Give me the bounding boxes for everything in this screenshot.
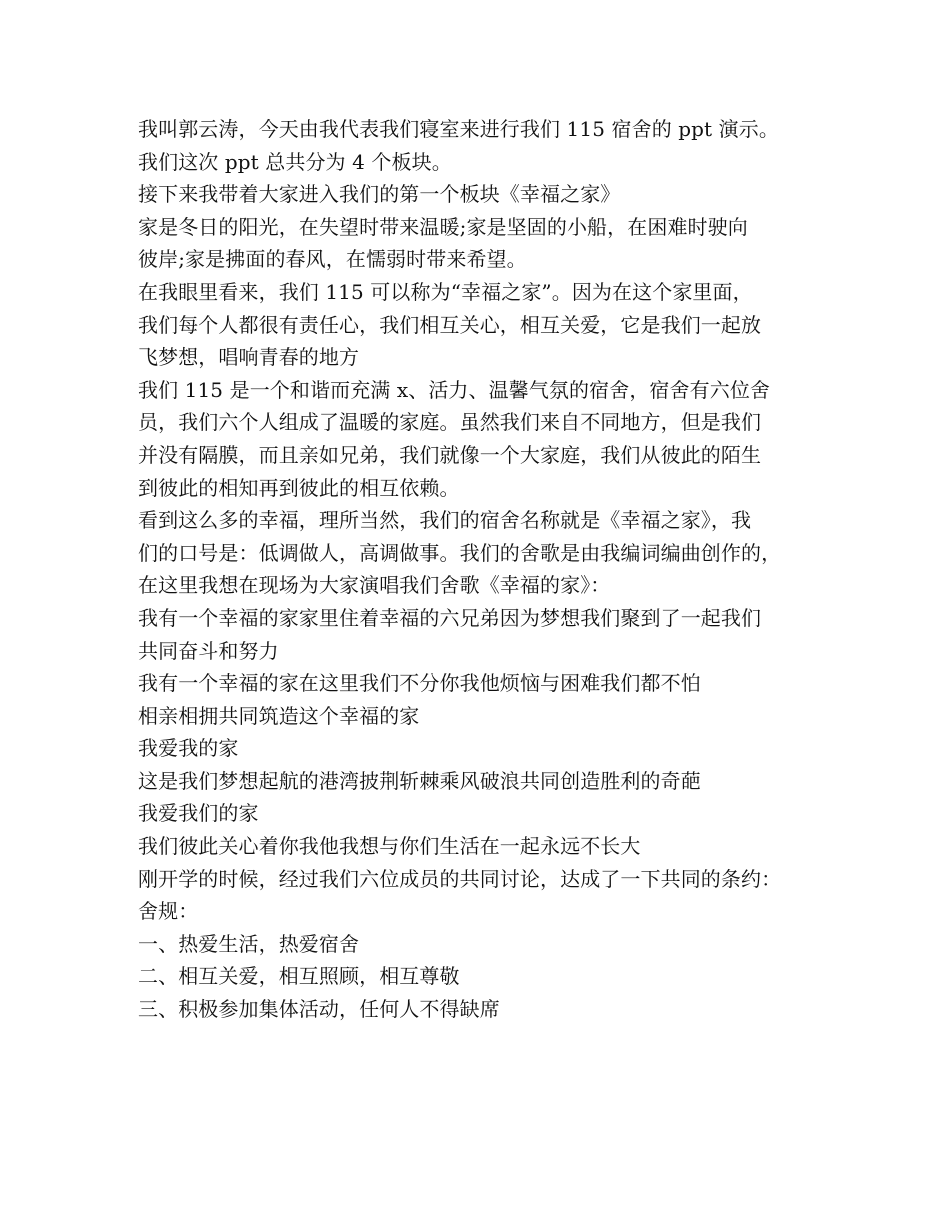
- song-lyric-line: 我爱我的家: [138, 736, 239, 761]
- text-line: 彼岸;家是拂面的春风，在懦弱时带来希望。: [138, 247, 527, 272]
- text-line: 并没有隔膜，而且亲如兄弟，我们就像一个大家庭，我们从彼此的陌生: [138, 442, 762, 467]
- rule-item: 三、积极参加集体活动，任何人不得缺席: [138, 997, 500, 1022]
- text-line: 刚开学的时候，经过我们六位成员的共同讨论，达成了一下共同的条约：: [138, 866, 782, 891]
- rule-item: 一、热爱生活，热爱宿舍: [138, 931, 360, 956]
- text-line: 我叫郭云涛，今天由我代表我们寝室来进行我们 115 宿舍的 ppt 演示。: [138, 117, 779, 141]
- song-lyric-line: 我爱我们的家: [138, 801, 259, 826]
- text-line: 员，我们六个人组成了温暖的家庭。虽然我们来自不同地方，但是我们: [138, 410, 762, 435]
- text-line: 在这里我想在现场为大家演唱我们舍歌《幸福的家》：: [138, 573, 611, 598]
- text-line: 到彼此的相知再到彼此的相互依赖。: [138, 475, 460, 500]
- document-body: [138, 113, 830, 1026]
- song-lyric-line: 相亲相拥共同筑造这个幸福的家: [138, 703, 420, 728]
- song-lyric-line: 我有一个幸福的家在这里我们不分你我他烦恼与困难我们都不怕: [138, 671, 701, 696]
- song-lyric-line: 这是我们梦想起航的港湾披荆斩棘乘风破浪共同创造胜利的奇葩: [138, 768, 701, 793]
- text-line: 我们 115 是一个和谐而充满 x、活力、温馨气氛的宿舍，宿舍有六位舍: [138, 377, 771, 402]
- text-line: 我们每个人都很有责任心，我们相互关心，相互关爱，它是我们一起放: [138, 312, 762, 337]
- text-line: 接下来我带着大家进入我们的第一个板块《幸福之家》: [138, 182, 621, 207]
- text-line: 在我眼里看来，我们 115 可以称为“幸福之家”。因为在这个家里面，: [138, 279, 753, 304]
- song-lyric-line: 共同奋斗和努力: [138, 638, 279, 663]
- song-lyric-line: 我们彼此关心着你我他我想与你们生活在一起永远不长大: [138, 834, 641, 859]
- song-lyric-line: 我有一个幸福的家家里住着幸福的六兄弟因为梦想我们聚到了一起我们: [138, 605, 762, 630]
- rule-item: 二、相互关爱，相互照顾，相互尊敬: [138, 964, 460, 989]
- text-line: 看到这么多的幸福，理所当然，我们的宿舍名称就是《幸福之家》，我: [138, 508, 752, 533]
- rules-heading: 舍规：: [138, 899, 199, 924]
- text-line: 我们这次 ppt 总共分为 4 个板块。: [138, 149, 452, 174]
- text-line: 家是冬日的阳光，在失望时带来温暖;家是坚固的小船，在困难时驶向: [138, 214, 748, 239]
- text-line: 们的口号是：低调做人，高调做事。我们的舍歌是由我编词编曲创作的，: [138, 540, 782, 565]
- text-line: 飞梦想，唱响青春的地方: [138, 345, 360, 370]
